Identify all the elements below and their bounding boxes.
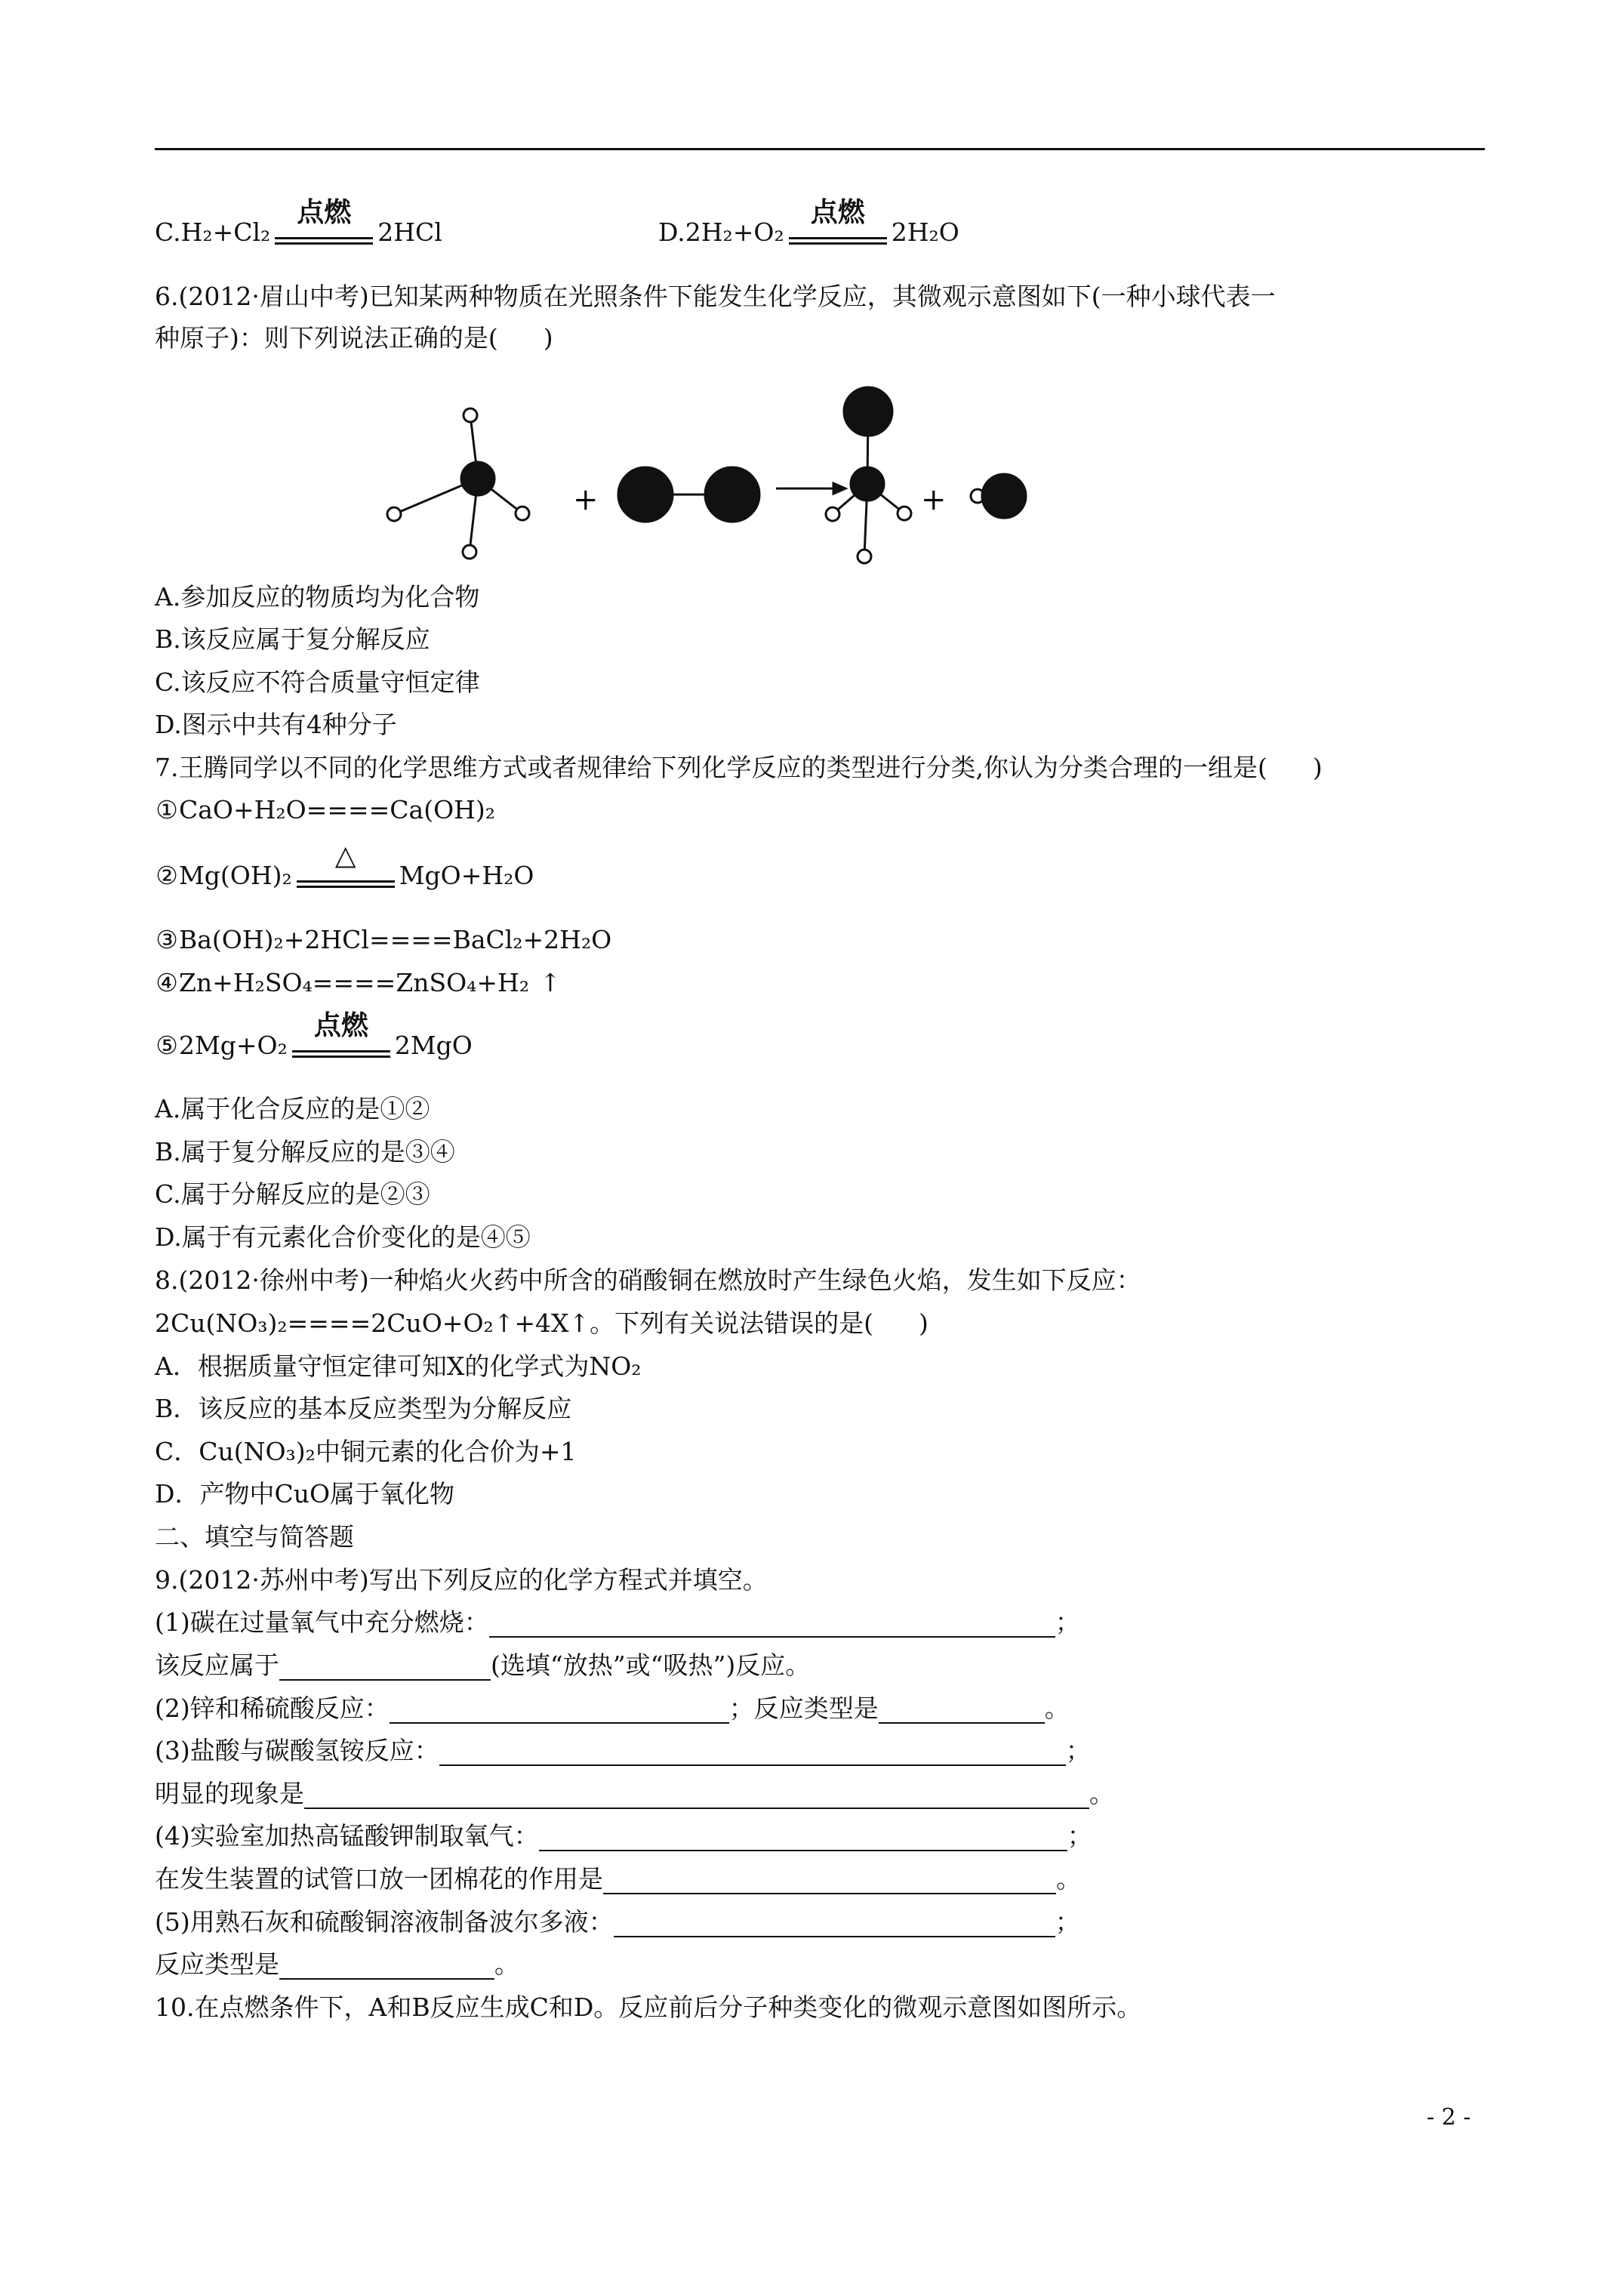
reaction-condition: 点燃	[292, 1031, 390, 1061]
q8-option-b: B．该反应的基本反应类型为分解反应	[155, 1394, 572, 1423]
q6-option-d: D.图示中共有4种分子	[155, 710, 397, 739]
q9-item-3b: 明显的现象是 。	[155, 1779, 1114, 1808]
molecule-reaction-diagram	[377, 381, 1268, 566]
q9-item-5b: 反应类型是 。	[155, 1949, 519, 1979]
q6-option-c: C.该反应不符合质量守恒定律	[155, 667, 480, 697]
molecule-substituted	[826, 387, 911, 563]
q7-reaction-2: ②Mg(OH)₂ △ MgO+H₂O	[156, 840, 534, 890]
answer-blank[interactable]	[603, 1869, 1056, 1894]
q9-item-1b: 该反应属于 (选填“放热”或“吸热”)反应。	[155, 1650, 811, 1680]
answer-blank[interactable]	[304, 1783, 1089, 1809]
reaction-condition: 点燃	[275, 217, 373, 248]
answer-blank[interactable]	[279, 1655, 491, 1681]
plus-sign: +	[921, 482, 947, 517]
q7-option-c: C.属于分解反应的是②③	[155, 1179, 430, 1209]
page-number: - 2 -	[1427, 2104, 1471, 2131]
answer-blank[interactable]	[439, 1740, 1066, 1766]
answer-blank[interactable]	[614, 1912, 1055, 1937]
option-c-equation: C.H₂+Cl₂ 点燃 2HCl	[155, 197, 442, 247]
answer-blank[interactable]	[390, 1698, 729, 1724]
answer-blank[interactable]	[879, 1698, 1045, 1724]
reaction-condition: △	[297, 861, 395, 891]
q8-option-a: A．根据质量守恒定律可知X的化学式为NO₂	[155, 1351, 642, 1381]
q9-item-1a: (1)碳在过量氧气中充分燃烧： ；	[155, 1607, 1080, 1637]
answer-blank[interactable]	[489, 1612, 1055, 1638]
option-d-equation: D.2H₂+O₂ 点燃 2H₂O	[658, 197, 959, 247]
q9-item-3a: (3)盐酸与碳酸氢铵反应： ；	[155, 1736, 1091, 1765]
molecule-diatomic-large	[618, 467, 759, 522]
molecule-hcl-like	[971, 474, 1026, 518]
q7-reaction-5: ⑤2Mg+O₂ 点燃 2MgO	[156, 1010, 473, 1060]
reaction-arrow	[776, 483, 845, 494]
q8-option-c: C．Cu(NO₃)₂中铜元素的化合价为+1	[155, 1437, 577, 1466]
section-title: 二、填空与简答题	[155, 1522, 354, 1552]
q7-reaction-4: ④Zn+H₂SO₄====ZnSO₄+H₂ ↑	[156, 968, 561, 997]
q7-option-a: A.属于化合反应的是①②	[155, 1094, 430, 1123]
q8-equation: 2Cu(NO₃)₂====2CuO+O₂↑+4X↑。下列有关说法错误的是( )	[155, 1308, 929, 1338]
q7-reaction-1: ①CaO+H₂O====Ca(OH)₂	[156, 795, 496, 824]
q7-option-d: D.属于有元素化合价变化的是④⑤	[155, 1222, 531, 1252]
q6-option-b: B.该反应属于复分解反应	[155, 624, 430, 654]
q7-reaction-3: ③Ba(OH)₂+2HCl====BaCl₂+2H₂O	[156, 925, 612, 954]
q8-stem: 8.(2012·徐州中考)一种焰火火药中所含的硝酸铜在燃放时产生绿色火焰，发生如下反应：	[155, 1265, 1141, 1295]
header-rule	[155, 148, 1485, 150]
q6-stem-line1: 6.(2012·眉山中考)已知某两种物质在光照条件下能发生化学反应，其微观示意图如下(一种小球代表一	[155, 282, 1276, 311]
q10-stem: 10.在点燃条件下，A和B反应生成C和D。反应前后分子种类变化的微观示意图如图所示。	[155, 1992, 1142, 2022]
answer-blank[interactable]	[539, 1826, 1067, 1851]
q6-option-a: A.参加反应的物质均为化合物	[155, 582, 480, 612]
q7-stem: 7.王腾同学以不同的化学思维方式或者规律给下列化学反应的类型进行分类,你认为分类合理的一组是( )	[155, 753, 1323, 782]
q7-option-b: B.属于复分解反应的是③④	[155, 1137, 455, 1166]
answer-blank[interactable]	[279, 1954, 494, 1980]
q8-option-d: D．产物中CuO属于氧化物	[155, 1479, 455, 1509]
q6-stem-line2: 种原子)：则下列说法正确的是( )	[155, 323, 553, 353]
q9-item-4b: 在发生装置的试管口放一团棉花的作用是 。	[155, 1864, 1081, 1894]
plus-sign: +	[573, 482, 599, 517]
q9-item-2: (2)锌和稀硫酸反应： ；反应类型是 。	[155, 1693, 1070, 1723]
q9-item-4a: (4)实验室加热高锰酸钾制取氧气： ；	[155, 1821, 1092, 1851]
reaction-condition: 点燃	[789, 217, 887, 248]
q9-item-5a: (5)用熟石灰和硫酸铜溶液制备波尔多液： ；	[155, 1907, 1080, 1937]
q9-stem: 9.(2012·苏州中考)写出下列反应的化学方程式并填空。	[155, 1565, 768, 1595]
molecule-ch4-like	[387, 408, 529, 559]
